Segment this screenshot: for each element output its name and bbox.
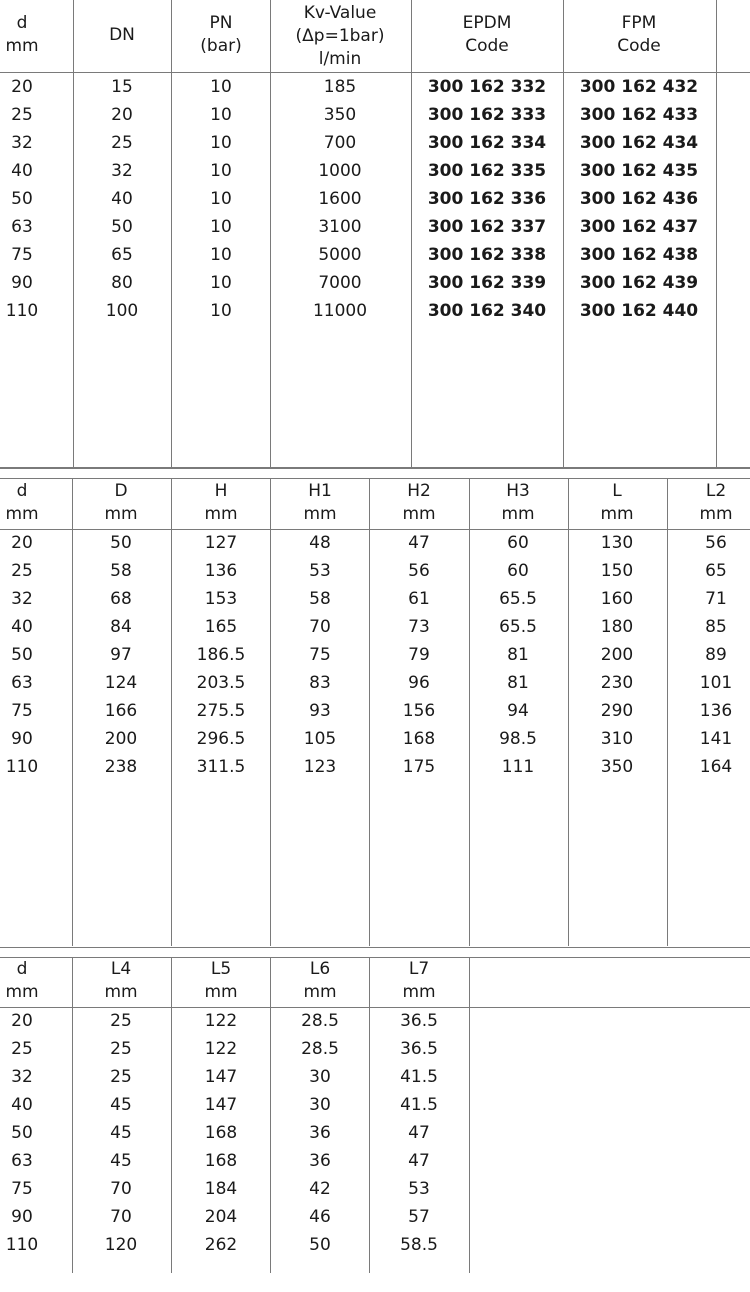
- table3-cell: 46: [309, 1207, 331, 1227]
- table3-column-divider: [171, 957, 172, 1273]
- table2-cell: 123: [303, 757, 337, 777]
- table1-cell: 10: [210, 133, 232, 153]
- table3-cell: 25: [110, 1039, 132, 1059]
- table1-cell: 185: [323, 77, 357, 97]
- table1-cell: 300 162 432: [579, 77, 699, 97]
- table1-cell: 300 162 437: [579, 217, 699, 237]
- table3-header-3: [272, 958, 368, 1004]
- table2-cell: 83: [309, 673, 331, 693]
- table2-cell: 58: [309, 589, 331, 609]
- table2-cell: 70: [309, 617, 331, 637]
- table1-cell: 300 162 332: [427, 77, 547, 97]
- table1-cell: 25: [11, 105, 33, 125]
- table2-header-line: L: [612, 481, 622, 501]
- table2-header-line: L2: [705, 481, 727, 501]
- table2-header-line: H3: [506, 481, 530, 501]
- table3-header-2: [173, 958, 269, 1004]
- table2-cell: 203.5: [196, 673, 246, 693]
- table1-cell: 7000: [318, 273, 362, 293]
- table2-cell: 127: [204, 533, 238, 553]
- table1-cell: 300 162 436: [579, 189, 699, 209]
- table2-header-3: [272, 480, 368, 526]
- table2-cell: 75: [309, 645, 331, 665]
- table3-cell: 168: [204, 1123, 238, 1143]
- table1-header-line: Code: [465, 36, 509, 56]
- table2-cell: 20: [11, 533, 33, 553]
- table2-header-4: [371, 480, 467, 526]
- table2-header-line: mm: [501, 504, 535, 524]
- table3-cell: 32: [11, 1067, 33, 1087]
- table1-cell: 90: [11, 273, 33, 293]
- table1-cell: 75: [11, 245, 33, 265]
- table2-cell: 93: [309, 701, 331, 721]
- table2-cell: 32: [11, 589, 33, 609]
- table2-cell: 60: [507, 561, 529, 581]
- table1-cell: 300 162 440: [579, 301, 699, 321]
- table2-cell: 230: [600, 673, 634, 693]
- table3-cell: 30: [309, 1095, 331, 1115]
- table3-header-line: mm: [5, 982, 39, 1002]
- table3-top-separator: [0, 947, 750, 948]
- table1-header-line: Kv-Value: [303, 3, 377, 23]
- table2-cell: 98.5: [499, 729, 537, 749]
- table1-header-line: EPDM: [462, 13, 512, 33]
- table2-cell: 180: [600, 617, 634, 637]
- table1-cell: 10: [210, 189, 232, 209]
- table3-header-line: L6: [309, 959, 331, 979]
- table1-cell: 300 162 337: [427, 217, 547, 237]
- table1-cell: 700: [323, 133, 357, 153]
- table2-cell: 136: [204, 561, 238, 581]
- table1-cell: 50: [111, 217, 133, 237]
- table1-cell: 40: [111, 189, 133, 209]
- table2-cell: 65: [705, 561, 727, 581]
- table1-cell: 10: [210, 161, 232, 181]
- table3-header-line: L4: [110, 959, 132, 979]
- table2-cell: 153: [204, 589, 238, 609]
- table2-cell: 150: [600, 561, 634, 581]
- table1-bottom-border: [0, 467, 750, 468]
- table1-header-2: [173, 12, 269, 58]
- table1-cell: 300 162 433: [579, 105, 699, 125]
- table2-header-line: H2: [407, 481, 431, 501]
- table2-header-line: D: [114, 481, 128, 501]
- table2-cell: 105: [303, 729, 337, 749]
- table2-header-line: d: [16, 481, 28, 501]
- table3-cell: 20: [11, 1011, 33, 1031]
- table2-cell: 89: [705, 645, 727, 665]
- table3-cell: 70: [110, 1207, 132, 1227]
- table2-cell: 40: [11, 617, 33, 637]
- table3-cell: 122: [204, 1011, 238, 1031]
- table2-cell: 130: [600, 533, 634, 553]
- table1-header-0: [0, 12, 44, 58]
- table3-cell: 53: [408, 1179, 430, 1199]
- table3-header-line: mm: [402, 982, 436, 1002]
- table2-column-divider: [369, 478, 370, 946]
- table3-cell: 120: [104, 1235, 138, 1255]
- table2-column-divider: [171, 478, 172, 946]
- table2-cell: 68: [110, 589, 132, 609]
- table1-column-divider: [716, 0, 717, 467]
- table2-cell: 186.5: [196, 645, 246, 665]
- table2-cell: 65.5: [499, 589, 537, 609]
- table1-cell: 300 162 434: [579, 133, 699, 153]
- table2-header-line: mm: [204, 504, 238, 524]
- table2-cell: 124: [104, 673, 138, 693]
- table2-cell: 166: [104, 701, 138, 721]
- table1-cell: 10: [210, 77, 232, 97]
- table1-cell: 300 162 333: [427, 105, 547, 125]
- table3-column-divider: [469, 957, 470, 1273]
- table3-cell: 122: [204, 1039, 238, 1059]
- table2-header-1: [73, 480, 169, 526]
- table2-cell: 56: [408, 561, 430, 581]
- table3-cell: 25: [11, 1039, 33, 1059]
- table3-cell: 41.5: [400, 1095, 438, 1115]
- table3-cell: 147: [204, 1095, 238, 1115]
- table2-header-line: mm: [699, 504, 733, 524]
- table2-cell: 48: [309, 533, 331, 553]
- table2-cell: 275.5: [196, 701, 246, 721]
- table1-cell: 1600: [318, 189, 362, 209]
- table2-cell: 141: [699, 729, 733, 749]
- table3-cell: 50: [11, 1123, 33, 1143]
- table3-header-line: mm: [204, 982, 238, 1002]
- table1-cell: 10: [210, 105, 232, 125]
- table3-cell: 262: [204, 1235, 238, 1255]
- table2-cell: 156: [402, 701, 436, 721]
- table1-cell: 300 162 438: [579, 245, 699, 265]
- table3-cell: 28.5: [301, 1039, 339, 1059]
- table3-cell: 40: [11, 1095, 33, 1115]
- table3-cell: 50: [309, 1235, 331, 1255]
- table2-header-5: [470, 480, 566, 526]
- table2-cell: 311.5: [196, 757, 246, 777]
- table2-cell: 200: [600, 645, 634, 665]
- table1-cell: 63: [11, 217, 33, 237]
- table3-cell: 36: [309, 1151, 331, 1171]
- table3-header-line: mm: [104, 982, 138, 1002]
- table3-header-4: [371, 958, 467, 1004]
- table1-cell: 3100: [318, 217, 362, 237]
- table2-cell: 50: [110, 533, 132, 553]
- table1-cell: 100: [105, 301, 139, 321]
- table1-cell: 300 162 339: [427, 273, 547, 293]
- table1-cell: 65: [111, 245, 133, 265]
- table2-cell: 81: [507, 673, 529, 693]
- table2-cell: 73: [408, 617, 430, 637]
- table1-cell: 10: [210, 273, 232, 293]
- table1-cell: 32: [111, 161, 133, 181]
- table1-header-1: [74, 24, 170, 47]
- table1-cell: 350: [323, 105, 357, 125]
- table3-header-line: mm: [303, 982, 337, 1002]
- table1-cell: 300 162 335: [427, 161, 547, 181]
- table2-header-7: [686, 480, 746, 526]
- table3-cell: 25: [110, 1011, 132, 1031]
- table3-cell: 63: [11, 1151, 33, 1171]
- table3-cell: 57: [408, 1207, 430, 1227]
- table2-cell: 175: [402, 757, 436, 777]
- table2-cell: 85: [705, 617, 727, 637]
- table2-cell: 165: [204, 617, 238, 637]
- table2-header-line: mm: [303, 504, 337, 524]
- table2-cell: 97: [110, 645, 132, 665]
- table1-header-line: mm: [5, 36, 39, 56]
- table2-column-divider: [667, 478, 668, 946]
- table3-cell: 204: [204, 1207, 238, 1227]
- table2-cell: 79: [408, 645, 430, 665]
- table2-cell: 310: [600, 729, 634, 749]
- table1-cell: 300 162 439: [579, 273, 699, 293]
- table2-cell: 65.5: [499, 617, 537, 637]
- table2-header-line: H: [214, 481, 228, 501]
- table2-cell: 90: [11, 729, 33, 749]
- table2-header-2: [173, 480, 269, 526]
- table3-cell: 168: [204, 1151, 238, 1171]
- table2-cell: 71: [705, 589, 727, 609]
- table1-header-line: l/min: [318, 49, 362, 69]
- table2-cell: 238: [104, 757, 138, 777]
- table2-cell: 84: [110, 617, 132, 637]
- table2-cell: 47: [408, 533, 430, 553]
- table1-cell: 1000: [318, 161, 362, 181]
- table1-column-divider: [171, 0, 172, 467]
- table2-cell: 63: [11, 673, 33, 693]
- table2-cell: 101: [699, 673, 733, 693]
- table2-column-divider: [270, 478, 271, 946]
- table2-cell: 56: [705, 533, 727, 553]
- table3-cell: 30: [309, 1067, 331, 1087]
- table3-cell: 45: [110, 1151, 132, 1171]
- table2-cell: 58: [110, 561, 132, 581]
- table1-header-4: [412, 12, 562, 58]
- table3-cell: 25: [110, 1067, 132, 1087]
- table1-cell: 15: [111, 77, 133, 97]
- table3-cell: 45: [110, 1123, 132, 1143]
- table1-cell: 300 162 338: [427, 245, 547, 265]
- table2-top-separator: [0, 468, 750, 469]
- table3-header-line: d: [16, 959, 28, 979]
- table3-cell: 36: [309, 1123, 331, 1143]
- table1-cell: 10: [210, 301, 232, 321]
- table1-header-line: d: [16, 13, 28, 33]
- table3-cell: 36.5: [400, 1039, 438, 1059]
- table2-cell: 53: [309, 561, 331, 581]
- table3-cell: 147: [204, 1067, 238, 1087]
- table1-cell: 40: [11, 161, 33, 181]
- table2-cell: 200: [104, 729, 138, 749]
- table2-cell: 25: [11, 561, 33, 581]
- table2-cell: 111: [501, 757, 535, 777]
- table3-cell: 41.5: [400, 1067, 438, 1087]
- table2-header-line: mm: [600, 504, 634, 524]
- table3-header-line: L5: [210, 959, 232, 979]
- table1-cell: 300 162 334: [427, 133, 547, 153]
- table1-header-line: (bar): [200, 36, 242, 56]
- table1-header-line: DN: [109, 25, 135, 45]
- table2-cell: 60: [507, 533, 529, 553]
- table3-cell: 58.5: [400, 1235, 438, 1255]
- table2-top-border: [0, 478, 750, 479]
- table2-cell: 94: [507, 701, 529, 721]
- table3-header-1: [73, 958, 169, 1004]
- table2-cell: 75: [11, 701, 33, 721]
- table1-header-5: [564, 12, 714, 58]
- table2-cell: 164: [699, 757, 733, 777]
- table2-cell: 296.5: [196, 729, 246, 749]
- table1-cell: 20: [111, 105, 133, 125]
- table2-cell: 160: [600, 589, 634, 609]
- table1-header-line: Code: [617, 36, 661, 56]
- table1-header-line: FPM: [621, 13, 657, 33]
- table3-cell: 70: [110, 1179, 132, 1199]
- table1-cell: 80: [111, 273, 133, 293]
- table1-cell: 10: [210, 217, 232, 237]
- table2-header-line: H1: [308, 481, 332, 501]
- table1-cell: 300 162 336: [427, 189, 547, 209]
- table3-header-line: L7: [408, 959, 430, 979]
- table2-header-line: mm: [402, 504, 436, 524]
- table2-cell: 168: [402, 729, 436, 749]
- table3-cell: 28.5: [301, 1011, 339, 1031]
- table1-header-line: (Δp=1bar): [295, 26, 385, 46]
- table3-cell: 90: [11, 1207, 33, 1227]
- table1-cell: 300 162 435: [579, 161, 699, 181]
- table3-cell: 75: [11, 1179, 33, 1199]
- table1-header-line: PN: [209, 13, 233, 33]
- table3-header-0: [0, 958, 44, 1004]
- table2-cell: 81: [507, 645, 529, 665]
- table2-cell: 50: [11, 645, 33, 665]
- table1-cell: 300 162 340: [427, 301, 547, 321]
- table2-cell: 290: [600, 701, 634, 721]
- table2-cell: 96: [408, 673, 430, 693]
- table3-cell: 47: [408, 1123, 430, 1143]
- table1-cell: 10: [210, 245, 232, 265]
- table3-cell: 184: [204, 1179, 238, 1199]
- table1-cell: 5000: [318, 245, 362, 265]
- table2-header-6: [569, 480, 665, 526]
- table1-cell: 25: [111, 133, 133, 153]
- table1-header-3: [270, 2, 410, 71]
- table2-cell: 136: [699, 701, 733, 721]
- table1-cell: 20: [11, 77, 33, 97]
- table1-cell: 11000: [312, 301, 368, 321]
- table1-cell: 32: [11, 133, 33, 153]
- table3-cell: 42: [309, 1179, 331, 1199]
- table3-cell: 110: [5, 1235, 39, 1255]
- table3-cell: 45: [110, 1095, 132, 1115]
- table3-column-divider: [270, 957, 271, 1273]
- table1-cell: 50: [11, 189, 33, 209]
- table3-cell: 36.5: [400, 1011, 438, 1031]
- table1-cell: 110: [5, 301, 39, 321]
- table2-header-line: mm: [5, 504, 39, 524]
- table2-header-0: [0, 480, 44, 526]
- table3-column-divider: [369, 957, 370, 1273]
- table2-cell: 110: [5, 757, 39, 777]
- table3-cell: 47: [408, 1151, 430, 1171]
- table2-cell: 350: [600, 757, 634, 777]
- table2-cell: 61: [408, 589, 430, 609]
- table2-header-line: mm: [104, 504, 138, 524]
